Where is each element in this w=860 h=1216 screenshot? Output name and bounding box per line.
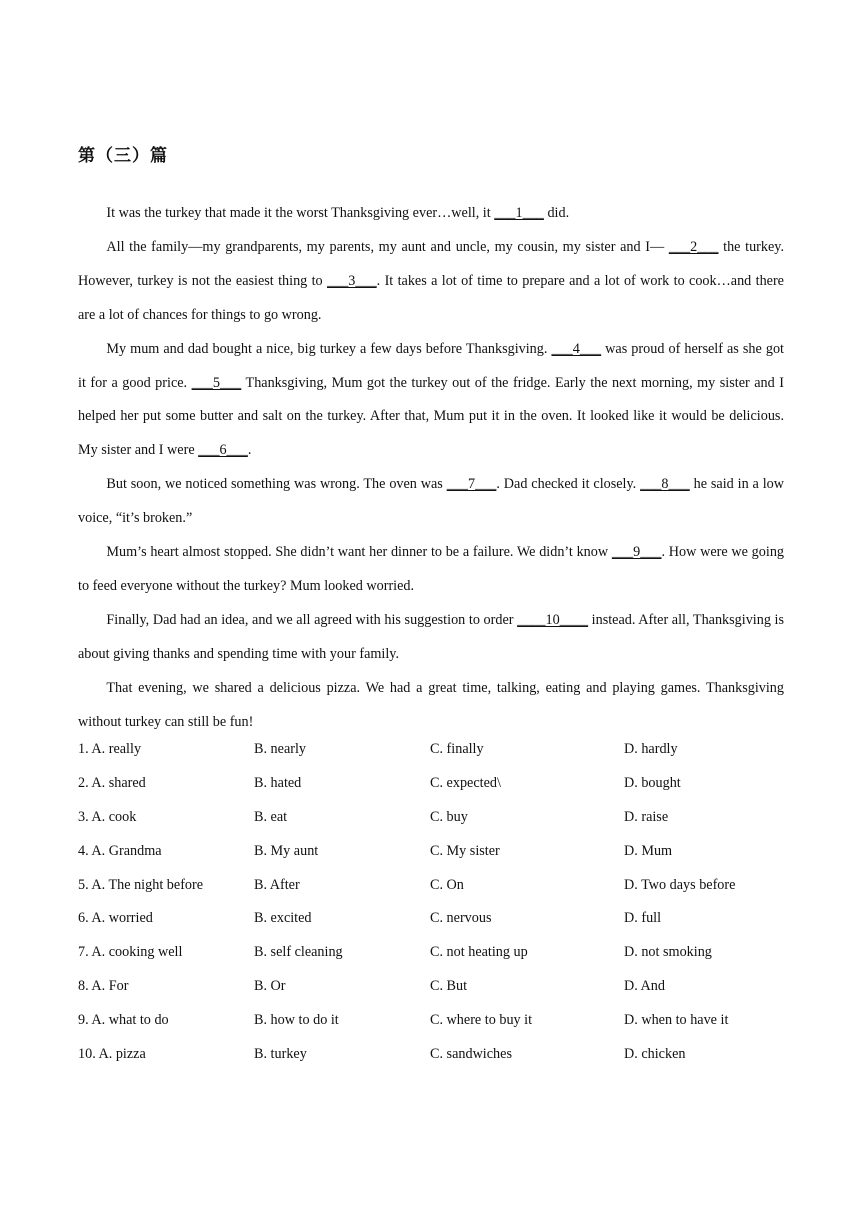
question-options-row	[78, 970, 798, 1004]
passage-paragraph	[78, 231, 784, 333]
option-c: C. But	[430, 978, 468, 995]
cloze-passage	[78, 197, 784, 740]
passage-text: It was the turkey that made it the worst Thanksgiving ever…well, it	[106, 205, 495, 221]
question-options-row	[78, 936, 798, 970]
option-a: 4. A. Grandma	[78, 842, 162, 859]
option-b: B. After	[254, 876, 300, 893]
option-a: 7. A. cooking well	[78, 944, 183, 961]
question-options-row	[78, 1038, 798, 1072]
answer-blank: ___3___	[327, 272, 377, 289]
option-a: 9. A. what to do	[78, 1012, 169, 1029]
option-d: D. bought	[624, 774, 681, 791]
answer-blank: ___2___	[668, 238, 719, 255]
passage-text: Mum’s heart almost stopped. She didn’t want her dinner to be a failure. We didn’t know	[106, 544, 612, 561]
option-d: D. And	[624, 978, 665, 995]
option-d: D. not smoking	[624, 944, 712, 961]
passage-paragraph	[78, 333, 784, 469]
passage-text: That evening, we shared a delicious pizza. We had a great time, talking, eating and playing games. Thanksgiving without turkey can still be fun!	[78, 679, 784, 730]
answer-blank: ____10____	[517, 611, 589, 628]
section-heading: 第（三）篇	[78, 146, 168, 166]
answer-blank: ___4___	[551, 340, 602, 357]
option-c: C. nervous	[430, 910, 492, 927]
option-a: 5. A. The night before	[78, 876, 204, 893]
question-options-row	[78, 1004, 798, 1038]
passage-text: . How were we going to feed everyone without the turkey? Mum looked worried.	[78, 544, 785, 594]
question-options-row	[78, 767, 798, 801]
option-d: D. chicken	[624, 1046, 686, 1063]
passage-text: But soon, we noticed something was wrong. The oven was	[106, 476, 447, 493]
answer-options	[78, 733, 798, 1072]
option-a: 6. A. worried	[78, 910, 153, 927]
question-options-row	[78, 869, 798, 903]
option-c: C. On	[430, 876, 464, 893]
option-b: B. hated	[254, 774, 302, 791]
option-a: 3. A. cook	[78, 808, 137, 825]
option-a: 2. A. shared	[78, 774, 146, 791]
passage-text: Finally, Dad had an idea, and we all agreed with his suggestion to order	[106, 611, 518, 628]
option-c: C. where to buy it	[430, 1012, 533, 1029]
option-c: C. buy	[430, 808, 468, 825]
option-d: D. Two days before	[624, 876, 736, 893]
option-d: D. Mum	[624, 842, 673, 859]
option-b: B. nearly	[254, 741, 307, 757]
option-c: C. sandwiches	[430, 1046, 512, 1063]
passage-text: the turkey. However, turkey is not the easiest thing to	[78, 238, 785, 289]
passage-text: he said in a low voice, “it’s broken.”	[78, 476, 784, 527]
option-c: C. not heating up	[430, 944, 528, 961]
option-d: D. when to have it	[624, 1012, 729, 1029]
passage-text: was proud of herself as she got it for a good price.	[78, 340, 784, 391]
passage-paragraph	[78, 468, 784, 536]
option-a: 10. A. pizza	[78, 1046, 146, 1063]
option-b: B. turkey	[254, 1046, 307, 1063]
option-a: 1. A. really	[78, 741, 142, 757]
option-a: 8. A. For	[78, 978, 129, 995]
question-options-row	[78, 835, 798, 869]
option-b: B. My aunt	[254, 842, 319, 859]
option-d: D. hardly	[624, 741, 678, 757]
passage-text: . Dad checked it closely.	[496, 476, 641, 493]
option-b: B. self cleaning	[254, 944, 343, 961]
answer-blank: ___1___	[494, 205, 544, 221]
question-options-row	[78, 733, 798, 767]
question-options-row	[78, 902, 798, 936]
passage-text: All the family—my grandparents, my parents, my aunt and uncle, my cousin, my sister and I—	[106, 238, 669, 255]
option-b: B. excited	[254, 910, 312, 927]
passage-paragraph	[78, 197, 784, 231]
option-b: B. Or	[254, 978, 286, 995]
answer-blank: ___7___	[446, 476, 497, 493]
passage-paragraph	[78, 604, 784, 672]
option-c: C. finally	[430, 741, 484, 757]
passage-text: .	[247, 442, 252, 459]
option-d: D. raise	[624, 808, 669, 825]
answer-blank: ___5___	[191, 374, 242, 391]
option-b: B. eat	[254, 808, 288, 825]
option-c: C. My sister	[430, 842, 500, 859]
passage-text: Thanksgiving, Mum got the turkey out of the fridge. Early the next morning, my sister and I helped her put some butter and salt on the turkey. After that, Mum put it in the oven. It looked like it would be delicious. My sister and I were	[78, 374, 784, 459]
answer-blank: ___8___	[640, 476, 690, 493]
option-d: D. full	[624, 910, 662, 927]
passage-text: did.	[543, 205, 570, 221]
option-b: B. how to do it	[254, 1012, 339, 1029]
passage-text: My mum and dad bought a nice, big turkey a few days before Thanksgiving.	[106, 340, 552, 357]
answer-blank: ___6___	[198, 442, 248, 459]
option-c: C. expected\	[430, 774, 501, 791]
answer-blank: ___9___	[611, 544, 662, 561]
passage-paragraph	[78, 536, 784, 604]
passage-paragraph	[78, 672, 784, 740]
passage-text: . It takes a lot of time to prepare and a lot of work to cook…and there are a lot of chances for things to go wrong.	[78, 272, 784, 323]
passage-text: instead. After all, Thanksgiving is about giving thanks and spending time with your family.	[78, 611, 785, 662]
question-options-row	[78, 801, 798, 835]
